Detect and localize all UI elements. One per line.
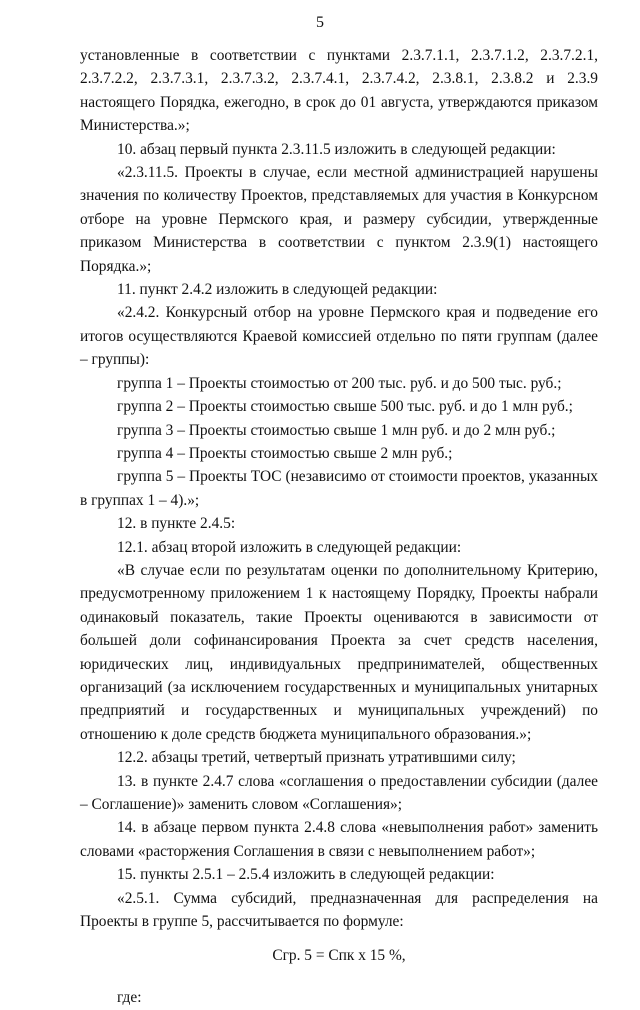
paragraph-item-13: 13. в пункте 2.4.7 слова «соглашения о предоставлении субсидии (далее – Соглашение)» заменить словом «Соглашения»; xyxy=(80,772,598,813)
group-1-line: группа 1 – Проекты стоимостью от 200 тыс. руб. и до 500 тыс. руб.; xyxy=(117,374,562,392)
paragraph-continuation: установленные в соответствии с пунктами 2.3.7.1.1, 2.3.7.1.2, 2.3.7.2.1, 2.3.7.2.2, 2.3.7.3.1, 2.3.7.3.2, 2.3.7.4.1, 2.3.7.4.2, 2.3.8.1, 2.3.8.2 и 2.3.9 настоящего Порядка, ежегодно, в срок до 01 августа, утверждаются приказом Министерства.»; xyxy=(80,47,598,135)
document-body xyxy=(80,44,598,1010)
paragraph-item-15: 15. пункты 2.5.1 – 2.5.4 изложить в следующей редакции: xyxy=(117,866,495,884)
paragraph-item-10: 10. абзац первый пункта 2.3.11.5 изложить в следующей редакции: xyxy=(117,140,556,158)
paragraph-2-5-1: «2.5.1. Сумма субсидий, предназначенная для распределения на Проекты в группе 5, рассчитывается по формуле: xyxy=(80,889,598,931)
where-label: где: xyxy=(117,989,142,1007)
group-2-line: группа 2 – Проекты стоимостью свыше 500 тыс. руб. и до 1 млн руб.; xyxy=(117,398,573,416)
paragraph-item-12: 12. в пункте 2.4.5: xyxy=(117,515,236,533)
paragraph-item-11: 11. пункт 2.4.2 изложить в следующей редакции: xyxy=(117,281,438,299)
paragraph-item-12-2: 12.2. абзацы третий, четвертый признать утратившими силу; xyxy=(117,749,516,767)
group-3-line: группа 3 – Проекты стоимостью свыше 1 млн руб. и до 2 млн руб.; xyxy=(117,421,556,439)
paragraph-criterion-text: «В случае если по результатам оценки по дополнительному Критерию, предусмотренному приложением 1 к настоящему Порядку, Проекты набрали одинаковый показатель, такие Проекты оцениваются в зависимости от большей доли софинансирования Проекта за счет средств населения, юридических лиц, индивидуальных предпринимателей, общественных организаций (за исключением государственных и муниципальных унитарных предприятий и государственных и муниципальных учреждений) по отношению к доле средств бюджета муниципального образования.»; xyxy=(80,561,598,743)
paragraph-item-14: 14. в абзаце первом пункта 2.4.8 слова «невыполнения работ» заменить словами «расторжения Соглашения в связи с невыполнением работ»; xyxy=(80,819,598,860)
paragraph-2-4-2: «2.4.2. Конкурсный отбор на уровне Пермского края и подведение его итогов осуществляются Краевой комиссией отдельно по пяти группам (далее – группы): xyxy=(80,304,598,369)
page-number: 5 xyxy=(316,14,324,31)
paragraph-2-3-11-5: «2.3.11.5. Проекты в случае, если местной администрацией нарушены значения по количеству Проектов, представляемых для участия в Конкурсном отборе на уровне Пермского края, и размеру субсидии, утвержденные приказом Министерства в соответствии с пунктом 2.3.9(1) настоящего Порядка.»; xyxy=(80,164,598,275)
formula: Сгр. 5 = Спк х 15 %, xyxy=(272,947,406,965)
group-4-line: группа 4 – Проекты стоимостью свыше 2 млн руб.; xyxy=(117,444,453,462)
paragraph-item-12-1: 12.1. абзац второй изложить в следующей редакции: xyxy=(117,538,462,556)
group-5-line: группа 5 – Проекты ТОС (независимо от стоимости проектов, указанных в группах 1 – 4).»; xyxy=(80,468,598,509)
